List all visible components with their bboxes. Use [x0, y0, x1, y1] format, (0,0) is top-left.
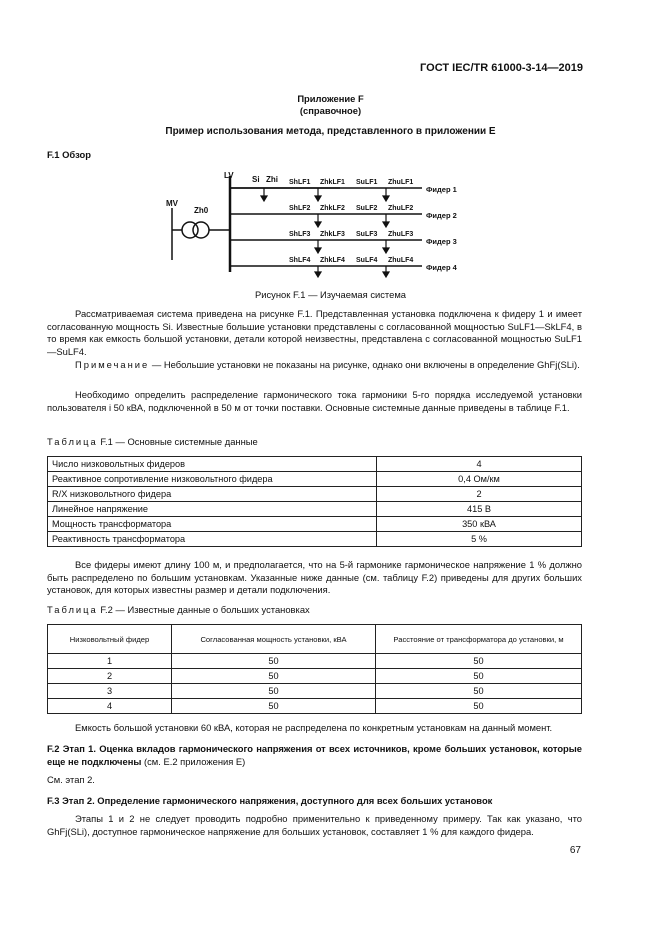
- section-f2-ref: (см. Е.2 приложения Е): [141, 755, 246, 767]
- table-cell: 50: [376, 699, 582, 714]
- table2-title: F.2 — Известные данные о больших установках: [97, 604, 310, 615]
- table-header-row: [48, 625, 582, 654]
- table-cell: R/X низковольтного фидера: [48, 487, 377, 502]
- table-cell: 2: [377, 487, 582, 502]
- table-row: [48, 532, 582, 547]
- feeder3-z-u: ZhuLF3: [388, 231, 414, 238]
- table-cell: 50: [172, 684, 376, 699]
- paragraph-2: Необходимо определить распределение гармонического тока гармоники 5-го порядка исследуемой установки пользователя i 50 кВА, подключенной в 50 м от точки поставки. Основные системные данные приведены в таблице F.1.: [47, 389, 582, 413]
- appendix-subtitle: (справочное): [299, 105, 362, 116]
- feeder2-label: Фидер 2: [426, 211, 457, 220]
- feeder4-label: Фидер 4: [426, 263, 457, 272]
- mv-label: MV: [166, 199, 178, 208]
- standard-header: ГОСТ IEC/TR 61000-3-14—2019: [420, 62, 583, 74]
- table-cell: 5 %: [377, 532, 582, 547]
- note-text: — Небольшие установки не показаны на рисунке, однако они включены в определение GhFj(SLi).: [149, 359, 580, 370]
- paragraph-5: Этапы 1 и 2 не следует проводить подробно применительно к приведенному примеру. Так как указано, что GhFj(SLi), доступное гармоническое напряжение для больших установок, составляет 1 % для каждого фидера.: [47, 813, 582, 837]
- feeder3-s-load: ShLF3: [289, 231, 311, 238]
- table-row: [48, 684, 582, 699]
- table-cell: 4: [48, 699, 172, 714]
- table1-title: F.1 — Основные системные данные: [97, 436, 258, 447]
- feeder3-s-u: SuLF3: [356, 231, 378, 238]
- feeder4-s-u: SuLF4: [356, 257, 378, 264]
- feeder1-z-u: ZhuLF1: [388, 179, 414, 186]
- table-cell: 415 В: [377, 502, 582, 517]
- paragraph-1: Рассматриваемая система приведена на рисунке F.1. Представленная установка подключена к фидеру 1 и имеет согласованную мощность Si. Известные большие установки представлены с согласованной мощностью SuLF1—SkLF4, в то время как емкость большой установки, детали которой неизвестны, представлена с согласованной мощностью SuLF1—SuLF4.: [47, 308, 582, 357]
- lv-label: LV: [224, 171, 234, 180]
- paragraph-4: Емкость большой установки 60 кВА, которая не распределена по конкретным установкам на данный момент.: [75, 722, 553, 733]
- table-cell: 0,4 Ом/км: [377, 472, 582, 487]
- table-cell: Мощность трансформатора: [48, 517, 377, 532]
- table-cell: 50: [172, 669, 376, 684]
- note-paragraph: [47, 359, 582, 372]
- see-step-2: См. этап 2.: [47, 774, 95, 785]
- table-header: Низковольтный фидер: [48, 625, 172, 654]
- feeder2-s-load: ShLF2: [289, 205, 311, 212]
- table-cell: Линейное напряжение: [48, 502, 377, 517]
- paragraph-3: Все фидеры имеют длину 100 м, и предполагается, что на 5-й гармонике гармоническое напряжение 1 % должно быть распределено по большим установкам. Указанные ниже данные (см. таблицу F.2) приведены для других больших установок, для которых известны размер и детали подключения.: [47, 559, 582, 596]
- table-row: [48, 472, 582, 487]
- table-row: [48, 487, 582, 502]
- feeder2-z-load: ZhkLF2: [320, 205, 345, 212]
- section-f1-heading: F.1 Обзор: [47, 149, 91, 160]
- large-installations-table: [47, 624, 582, 714]
- section-f2-heading: F.2 Этап 1. Оценка вкладов гармонического напряжения от всех источников, кроме больших установок, которые еще не подключены: [47, 743, 582, 767]
- figure-caption: Рисунок F.1 — Изучаемая система: [255, 289, 406, 300]
- table-cell: Число низковольтных фидеров: [48, 457, 377, 472]
- feeder4-s-load: ShLF4: [289, 257, 311, 264]
- feeder3-z-load: ZhkLF3: [320, 231, 345, 238]
- table-header: Расстояние от трансформатора до установки, м: [376, 625, 582, 654]
- table-cell: 1: [48, 654, 172, 669]
- system-diagram: [160, 168, 480, 280]
- table-row: [48, 669, 582, 684]
- feeder4-z-u: ZhuLF4: [388, 257, 414, 264]
- table-cell: 50: [376, 684, 582, 699]
- feeder1-s-load: ShLF1: [289, 179, 311, 186]
- table-row: [48, 699, 582, 714]
- si-label: Si: [252, 175, 260, 184]
- table-header: Согласованная мощность установки, кВА: [172, 625, 376, 654]
- feeder1-s-u: SuLF1: [356, 179, 378, 186]
- feeder2-z-u: ZhuLF2: [388, 205, 414, 212]
- table-row: [48, 654, 582, 669]
- note-label: Примечание: [75, 359, 150, 370]
- feeder4-z-load: ZhkLF4: [320, 257, 345, 264]
- section-f2: [47, 743, 582, 768]
- table-cell: Реактивность трансформатора: [48, 532, 377, 547]
- table1-caption: [47, 436, 582, 449]
- page-number: 67: [569, 845, 581, 856]
- table-cell: 50: [376, 654, 582, 669]
- table-row: [48, 457, 582, 472]
- table-cell: 3: [48, 684, 172, 699]
- table-row: [48, 502, 582, 517]
- appendix-heading: Пример использования метода, представленного в приложении Е: [165, 126, 496, 137]
- feeder2-s-u: SuLF2: [356, 205, 378, 212]
- zh0-label: Zh0: [194, 206, 209, 215]
- table-row: [48, 517, 582, 532]
- table-cell: 50: [376, 669, 582, 684]
- table1-label: Таблица: [47, 436, 98, 447]
- appendix-title: Приложение F: [297, 93, 364, 104]
- feeder3-label: Фидер 3: [426, 237, 457, 246]
- table-cell: 50: [172, 654, 376, 669]
- zhi-label: Zhi: [266, 175, 278, 184]
- section-f3-heading: F.3 Этап 2. Определение гармонического напряжения, доступного для всех больших установок: [47, 795, 493, 806]
- system-data-table: [47, 456, 582, 547]
- table-cell: 4: [377, 457, 582, 472]
- feeder1-z-load: ZhkLF1: [320, 179, 345, 186]
- table-cell: 50: [172, 699, 376, 714]
- table-cell: Реактивное сопротивление низковольтного фидера: [48, 472, 377, 487]
- table2-caption: [47, 604, 582, 617]
- feeder1-label: Фидер 1: [426, 185, 457, 194]
- table-cell: 350 кВА: [377, 517, 582, 532]
- table2-label: Таблица: [47, 604, 98, 615]
- table-cell: 2: [48, 669, 172, 684]
